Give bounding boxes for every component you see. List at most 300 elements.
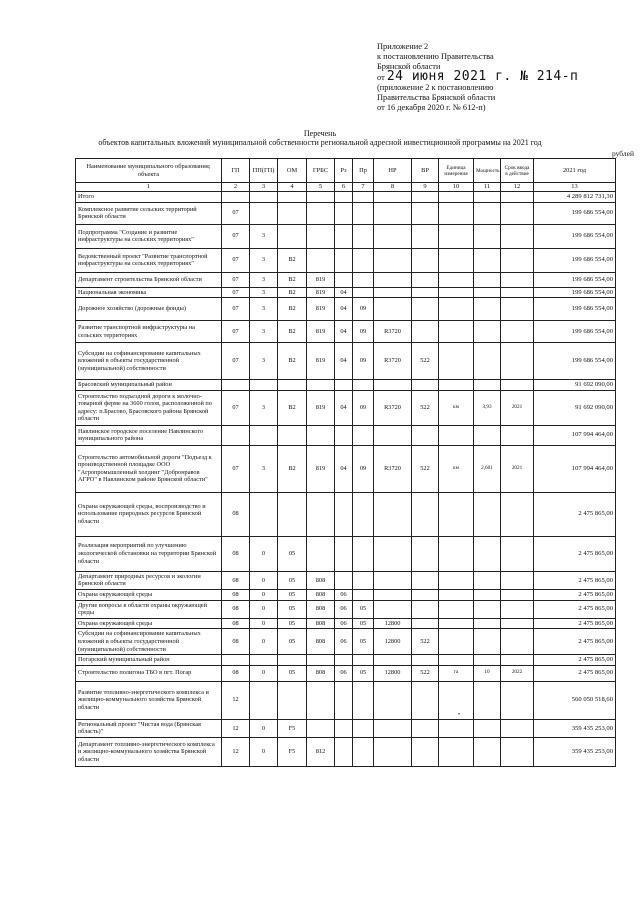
table-row	[76, 343, 616, 380]
column-number: 11	[474, 183, 501, 192]
cell-vr	[412, 248, 439, 272]
header-region: Брянской области	[377, 62, 441, 71]
cell-vr: 522	[412, 665, 439, 681]
cell-amount: 359 435 253,00	[534, 737, 616, 766]
cell-rz	[335, 655, 353, 666]
investment-table	[75, 158, 616, 767]
cell-om: 05	[278, 571, 307, 589]
cell-pr	[353, 380, 374, 391]
cell-unit: км	[439, 390, 474, 425]
cell-om: 05	[278, 629, 307, 655]
cell-ppgp: 0	[250, 571, 278, 589]
cell-grbs: 819	[307, 321, 335, 343]
cell-unit: га	[439, 665, 474, 681]
cell-vr	[412, 655, 439, 666]
cell-term	[501, 536, 534, 571]
cell-gp: 12	[222, 737, 250, 766]
cell-gp: 08	[222, 600, 250, 618]
cell-unit	[439, 298, 474, 321]
document-subtitle: объектов капитальных вложений муниципальной собственности региональной адресной инвестиционной программы на 2021 год	[98, 138, 542, 147]
cell-rz	[335, 571, 353, 589]
header-prev-appendix: (приложение 2 к постановлению	[377, 83, 494, 92]
column-number: 13	[534, 183, 616, 192]
cell-rz: 06	[335, 600, 353, 618]
cell-om: В2	[278, 343, 307, 380]
cell-unit	[439, 681, 474, 719]
cell-grbs	[307, 536, 335, 571]
column-number: 7	[353, 183, 374, 192]
cell-amount: 2 475 865,00	[534, 618, 616, 629]
cell-pr: 05	[353, 665, 374, 681]
cell-rz	[335, 536, 353, 571]
cell-gp: 07	[222, 343, 250, 380]
cell-power	[474, 600, 501, 618]
table-row	[76, 248, 616, 272]
cell-name: Департамент топливно-энергетического комплекса и жилищно-коммунального хозяйства Брянской области	[76, 737, 222, 766]
cell-rz	[335, 681, 353, 719]
cell-term	[501, 629, 534, 655]
cell-om	[278, 655, 307, 666]
cell-unit	[439, 571, 474, 589]
cell-pr	[353, 589, 374, 600]
cell-rz: 04	[335, 287, 353, 298]
cell-ppgp: 3	[250, 343, 278, 380]
col-np-header: НР	[374, 159, 412, 183]
cell-om: F5	[278, 737, 307, 766]
cell-ppgp	[250, 192, 278, 203]
cell-power	[474, 224, 501, 248]
cell-np: R3720	[374, 390, 412, 425]
column-number: 12	[501, 183, 534, 192]
cell-ppgp: 3	[250, 224, 278, 248]
cell-name: Департамент строительства Брянской области	[76, 272, 222, 287]
cell-term	[501, 681, 534, 719]
cell-name: Строительство полигона ТБО в пгт. Погар	[76, 665, 222, 681]
cell-gp: 07	[222, 202, 250, 224]
cell-rz: 06	[335, 629, 353, 655]
cell-ppgp: 0	[250, 629, 278, 655]
cell-grbs: 819	[307, 298, 335, 321]
cell-gp: 07	[222, 272, 250, 287]
cell-rz	[335, 425, 353, 445]
cell-ppgp: 3	[250, 321, 278, 343]
cell-np	[374, 272, 412, 287]
cell-term	[501, 321, 534, 343]
cell-np: R3720	[374, 445, 412, 492]
cell-amount: 107 994 464,00	[534, 425, 616, 445]
table-row	[76, 380, 616, 391]
cell-name: Ведомственный проект "Развитие транспортной инфраструктуры на сельских территориях"	[76, 248, 222, 272]
approval-header	[377, 42, 632, 113]
table-row	[76, 287, 616, 298]
col-power-header: Мощность	[474, 159, 501, 183]
cell-term	[501, 737, 534, 766]
cell-pr: 05	[353, 629, 374, 655]
cell-name: Навлинское городское поселение Навлинского муниципального района	[76, 425, 222, 445]
cell-gp: 08	[222, 571, 250, 589]
cell-gp	[222, 655, 250, 666]
table-row	[76, 681, 616, 719]
cell-grbs: 808	[307, 665, 335, 681]
cell-power	[474, 202, 501, 224]
cell-grbs	[307, 380, 335, 391]
cell-grbs: 808	[307, 571, 335, 589]
cell-power	[474, 380, 501, 391]
cell-rz	[335, 737, 353, 766]
cell-name: Национальная экономика	[76, 287, 222, 298]
cell-pr: 09	[353, 321, 374, 343]
table-row	[76, 192, 616, 203]
cell-np	[374, 600, 412, 618]
cell-om: 05	[278, 600, 307, 618]
cell-om: В2	[278, 272, 307, 287]
cell-term	[501, 655, 534, 666]
cell-power	[474, 343, 501, 380]
cell-np	[374, 202, 412, 224]
cell-power	[474, 571, 501, 589]
cell-np	[374, 248, 412, 272]
cell-term	[501, 298, 534, 321]
cell-rz: 06	[335, 618, 353, 629]
cell-pr	[353, 492, 374, 536]
cell-name: Строительство подъездной дороги к молочно-товарной ферме на 3600 голов, расположенной по адресу: п.Брасово, Брасовского района Брянской области	[76, 390, 222, 425]
cell-name: Погарский муниципальный район	[76, 655, 222, 666]
cell-unit	[439, 425, 474, 445]
cell-vr: 522	[412, 629, 439, 655]
cell-om: 05	[278, 589, 307, 600]
cell-gp: 07	[222, 445, 250, 492]
cell-np	[374, 425, 412, 445]
cell-pr	[353, 192, 374, 203]
cell-power	[474, 192, 501, 203]
cell-np	[374, 298, 412, 321]
col-gp-header: ГП	[222, 159, 250, 183]
header-prev-gov: Правительства Брянской области	[377, 93, 496, 102]
cell-unit	[439, 655, 474, 666]
cell-unit	[439, 343, 474, 380]
cell-amount: 2 475 865,00	[534, 655, 616, 666]
cell-amount: 199 686 554,00	[534, 272, 616, 287]
cell-unit	[439, 380, 474, 391]
cell-grbs	[307, 224, 335, 248]
cell-ppgp	[250, 655, 278, 666]
col-unit-header: Единица измерения	[439, 159, 474, 183]
cell-ppgp	[250, 425, 278, 445]
cell-gp: 07	[222, 287, 250, 298]
cell-np	[374, 589, 412, 600]
cell-power	[474, 719, 501, 737]
cell-pr: 09	[353, 343, 374, 380]
header-date-prefix: от	[377, 73, 385, 82]
cell-amount: 2 475 865,00	[534, 600, 616, 618]
cell-vr	[412, 719, 439, 737]
cell-name: Итого	[76, 192, 222, 203]
column-number: 2	[222, 183, 250, 192]
table-row	[76, 719, 616, 737]
cell-grbs: 808	[307, 618, 335, 629]
cell-power	[474, 629, 501, 655]
cell-om: В2	[278, 248, 307, 272]
table-row	[76, 589, 616, 600]
cell-grbs: 819	[307, 343, 335, 380]
table-row	[76, 618, 616, 629]
cell-om: 05	[278, 536, 307, 571]
header-to-resolution: к постановлению Правительства	[377, 52, 494, 61]
table-row	[76, 492, 616, 536]
cell-gp: 08	[222, 618, 250, 629]
cell-om	[278, 425, 307, 445]
cell-power: 10	[474, 665, 501, 681]
cell-term: 2021	[501, 445, 534, 492]
cell-vr	[412, 589, 439, 600]
cell-name: Другие вопросы в области охраны окружающей среды	[76, 600, 222, 618]
table-row	[76, 536, 616, 571]
cell-unit: км	[439, 445, 474, 492]
cell-pr	[353, 737, 374, 766]
table-row	[76, 321, 616, 343]
cell-amount: 91 692 090,00	[534, 380, 616, 391]
cell-term	[501, 571, 534, 589]
col-name-header: Наименование муниципального образования; объекта	[76, 159, 222, 183]
cell-ppgp	[250, 492, 278, 536]
column-number: 5	[307, 183, 335, 192]
cell-name: Развитие топливно-энергетического комплекса и жилищно-коммунального хозяйства Брянской области	[76, 681, 222, 719]
cell-gp: 07	[222, 298, 250, 321]
cell-pr: 05	[353, 600, 374, 618]
cell-term	[501, 719, 534, 737]
cell-unit	[439, 737, 474, 766]
cell-vr	[412, 192, 439, 203]
cell-vr	[412, 224, 439, 248]
cell-grbs: 819	[307, 287, 335, 298]
cell-om: В2	[278, 390, 307, 425]
cell-np	[374, 571, 412, 589]
cell-power	[474, 425, 501, 445]
cell-amount: 4 289 812 731,30	[534, 192, 616, 203]
cell-rz	[335, 492, 353, 536]
cell-gp: 12	[222, 681, 250, 719]
cell-grbs: 808	[307, 629, 335, 655]
cell-np: 12800	[374, 665, 412, 681]
cell-name: Строительство автомобильной дороги "Подъезд к производственной площадке ООО "Агропромышленный холдинг "Добронравов АГРО" в Навлинском районе Брянской области"	[76, 445, 222, 492]
cell-grbs: 812	[307, 737, 335, 766]
cell-vr	[412, 618, 439, 629]
cell-pr	[353, 719, 374, 737]
table-row	[76, 272, 616, 287]
cell-rz: 04	[335, 298, 353, 321]
table-row	[76, 600, 616, 618]
cell-unit	[439, 589, 474, 600]
cell-rz	[335, 202, 353, 224]
cell-term	[501, 618, 534, 629]
cell-vr	[412, 492, 439, 536]
cell-om	[278, 681, 307, 719]
cell-unit	[439, 618, 474, 629]
cell-unit	[439, 202, 474, 224]
cell-vr	[412, 571, 439, 589]
cell-amount: 560 050 518,60	[534, 681, 616, 719]
cell-vr	[412, 287, 439, 298]
cell-grbs	[307, 492, 335, 536]
cell-amount: 91 692 090,00	[534, 390, 616, 425]
cell-vr	[412, 425, 439, 445]
cell-amount: 199 686 554,00	[534, 298, 616, 321]
cell-term	[501, 248, 534, 272]
cell-vr	[412, 536, 439, 571]
cell-gp: 08	[222, 589, 250, 600]
cell-unit	[439, 600, 474, 618]
cell-pr	[353, 287, 374, 298]
column-number: 3	[250, 183, 278, 192]
table-row	[76, 571, 616, 589]
cell-term: 2021	[501, 390, 534, 425]
cell-amount: 2 475 865,00	[534, 665, 616, 681]
cell-ppgp	[250, 380, 278, 391]
cell-grbs: 819	[307, 390, 335, 425]
cell-amount: 199 686 554,00	[534, 248, 616, 272]
cell-name: Охрана окружающей среды	[76, 589, 222, 600]
header-date-number: 24 июня 2021 г. № 214-п	[386, 69, 579, 84]
cell-power	[474, 681, 501, 719]
cell-pr	[353, 571, 374, 589]
cell-rz: 04	[335, 445, 353, 492]
column-number: 6	[335, 183, 353, 192]
cell-pr: 09	[353, 445, 374, 492]
cell-om: В2	[278, 298, 307, 321]
cell-grbs	[307, 681, 335, 719]
cell-pr	[353, 202, 374, 224]
col-rz-header: Рз	[335, 159, 353, 183]
cell-grbs: 808	[307, 589, 335, 600]
cell-term	[501, 425, 534, 445]
cell-pr	[353, 224, 374, 248]
cell-ppgp: 0	[250, 719, 278, 737]
cell-name: Департамент природных ресурсов и экологии Брянской области	[76, 571, 222, 589]
cell-vr	[412, 600, 439, 618]
table-row	[76, 390, 616, 425]
column-number: 10	[439, 183, 474, 192]
cell-amount: 359 435 253,00	[534, 719, 616, 737]
cell-np	[374, 737, 412, 766]
table-row	[76, 737, 616, 766]
cell-vr	[412, 321, 439, 343]
cell-gp	[222, 380, 250, 391]
table-row	[76, 445, 616, 492]
cell-amount: 2 475 865,00	[534, 571, 616, 589]
col-ppgp-header: ПП(ГП)	[250, 159, 278, 183]
cell-gp: 12	[222, 719, 250, 737]
cell-ppgp: 0	[250, 665, 278, 681]
cell-term	[501, 380, 534, 391]
cell-term	[501, 202, 534, 224]
cell-rz	[335, 719, 353, 737]
cell-pr	[353, 655, 374, 666]
cell-power	[474, 321, 501, 343]
cell-name: Субсидии на софинансирование капитальных вложений в объекты государственной (муниципальной) собственности	[76, 629, 222, 655]
currency-units: рублей	[611, 149, 634, 158]
cell-grbs	[307, 248, 335, 272]
cell-vr	[412, 380, 439, 391]
cell-rz: 04	[335, 321, 353, 343]
cell-np	[374, 681, 412, 719]
cell-np	[374, 536, 412, 571]
cell-amount: 199 686 554,00	[534, 202, 616, 224]
cell-power	[474, 737, 501, 766]
cell-rz	[335, 248, 353, 272]
cell-om: 05	[278, 618, 307, 629]
header-prev-date: от 16 декабря 2020 г. № 612-п)	[377, 103, 486, 112]
cell-name: Реализация мероприятий по улучшению экологической обстановки на территории Брянской области	[76, 536, 222, 571]
cell-term	[501, 192, 534, 203]
cell-ppgp	[250, 202, 278, 224]
header-appendix: Приложение 2	[377, 42, 429, 51]
table-row	[76, 629, 616, 655]
cell-gp	[222, 425, 250, 445]
col-om-header: ОМ	[278, 159, 307, 183]
cell-amount: 199 686 554,00	[534, 224, 616, 248]
cell-gp: 08	[222, 665, 250, 681]
cell-term	[501, 224, 534, 248]
cell-gp: 08	[222, 536, 250, 571]
cell-name: Охрана окружающей среды	[76, 618, 222, 629]
cell-np	[374, 655, 412, 666]
cell-name: Региональный проект "Чистая вода (Брянская область)"	[76, 719, 222, 737]
cell-gp: 07	[222, 224, 250, 248]
cell-ppgp: 3	[250, 272, 278, 287]
cell-power: 2,601	[474, 445, 501, 492]
cell-name: Комплексное развитие сельских территорий Брянской области	[76, 202, 222, 224]
cell-vr: 522	[412, 390, 439, 425]
cell-ppgp: 0	[250, 600, 278, 618]
cell-name: Брасовский муниципальный район	[76, 380, 222, 391]
column-numbers-row	[76, 183, 616, 192]
cell-amount: 199 686 554,00	[534, 287, 616, 298]
cell-pr	[353, 248, 374, 272]
cell-name: Подпрограмма "Создание и развитие инфраструктуры на сельских территориях"	[76, 224, 222, 248]
cell-ppgp	[250, 681, 278, 719]
cell-rz	[335, 380, 353, 391]
cell-pr	[353, 681, 374, 719]
cell-unit	[439, 536, 474, 571]
cell-om	[278, 492, 307, 536]
cell-amount: 2 475 865,00	[534, 536, 616, 571]
cell-np	[374, 380, 412, 391]
cell-name: Охрана окружающей среды, воспроизводство и использование природных ресурсов Брянской области	[76, 492, 222, 536]
cell-pr	[353, 536, 374, 571]
cell-pr: 09	[353, 298, 374, 321]
cell-unit	[439, 492, 474, 536]
cell-term	[501, 492, 534, 536]
cell-ppgp: 3	[250, 287, 278, 298]
cell-ppgp: 3	[250, 298, 278, 321]
cell-name: Дорожное хозяйство (дорожные фонды)	[76, 298, 222, 321]
cell-unit	[439, 192, 474, 203]
cell-grbs: 819	[307, 272, 335, 287]
cell-unit	[439, 321, 474, 343]
cell-rz	[335, 192, 353, 203]
cell-term	[501, 343, 534, 380]
cell-grbs	[307, 655, 335, 666]
cell-vr	[412, 737, 439, 766]
cell-name: Субсидии на софинансирование капитальных вложений в объекты государственной (муниципальной) собственности	[76, 343, 222, 380]
cell-om: В2	[278, 321, 307, 343]
cell-unit	[439, 272, 474, 287]
cell-grbs	[307, 202, 335, 224]
cell-power	[474, 655, 501, 666]
cell-np	[374, 287, 412, 298]
cell-rz: 06	[335, 665, 353, 681]
cell-np: 12800	[374, 618, 412, 629]
